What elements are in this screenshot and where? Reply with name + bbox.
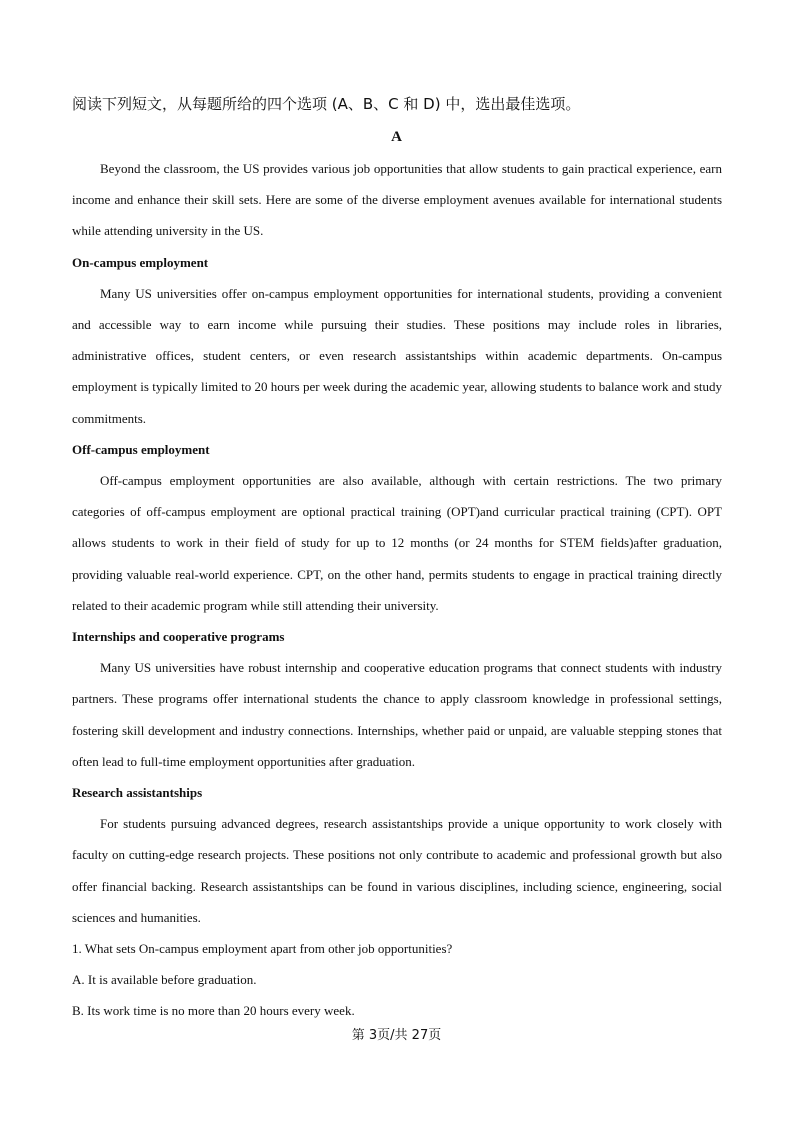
section-heading-internships: Internships and cooperative programs: [72, 629, 285, 645]
question-option-a: A. It is available before graduation.: [72, 972, 257, 988]
section-paragraph-internships: Many US universities have robust internship and cooperative education programs that connect students with industry partners. These programs offer international students the chance to apply classroom knowledge in professional settings, fostering skill development and industry connections. Internships, whether paid or unpaid, are valuable stepping stones that often lead to full-time employment opportunities after graduation.: [72, 660, 722, 769]
reading-instruction: 阅读下列短文，从每题所给的四个选项 (A、B、C 和 D) 中，选出最佳选项。: [72, 95, 581, 113]
page-number-footer: 第 3页/共 27页: [351, 1028, 442, 1043]
question-stem: 1. What sets On-campus employment apart from other job opportunities?: [72, 941, 453, 957]
question-option-b: B. Its work time is no more than 20 hours every week.: [72, 1003, 355, 1019]
passage-body: [72, 153, 722, 1027]
passage-label: A: [391, 129, 402, 145]
section-paragraph-research: For students pursuing advanced degrees, research assistantships provide a unique opportunity to work closely with faculty on cutting-edge research projects. These positions not only contribute to academic and professional growth but also offer financial backing. Research assistantships can be found in various disciplines, including science, engineering, social sciences and humanities.: [72, 816, 722, 925]
section-paragraph-off-campus: Off-campus employment opportunities are also available, although with certain restrictions. The two primary categories of off-campus employment are optional practical training (OPT)and curricular practical training (CPT). OPT allows students to work in their field of study for up to 12 months (or 24 months for STEM fields)after graduation, providing valuable real-world experience. CPT, on the other hand, permits students to engage in practical training directly related to their academic program while still attending their university.: [72, 473, 722, 613]
section-heading-off-campus: Off-campus employment: [72, 441, 210, 457]
section-paragraph-on-campus: Many US universities offer on-campus employment opportunities for international students, providing a convenient and accessible way to earn income while pursuing their studies. These positions may include roles in libraries, administrative offices, student centers, or even research assistantships within academic departments. On-campus employment is typically limited to 20 hours per week during the academic year, allowing students to balance work and study commitments.: [72, 285, 722, 426]
intro-paragraph: Beyond the classroom, the US provides various job opportunities that allow students to gain practical experience, earn income and enhance their skill sets. Here are some of the diverse employment avenues available for international students while attending university in the US.: [72, 161, 722, 239]
section-heading-research: Research assistantships: [72, 785, 203, 801]
section-heading-on-campus: On-campus employment: [72, 254, 209, 270]
